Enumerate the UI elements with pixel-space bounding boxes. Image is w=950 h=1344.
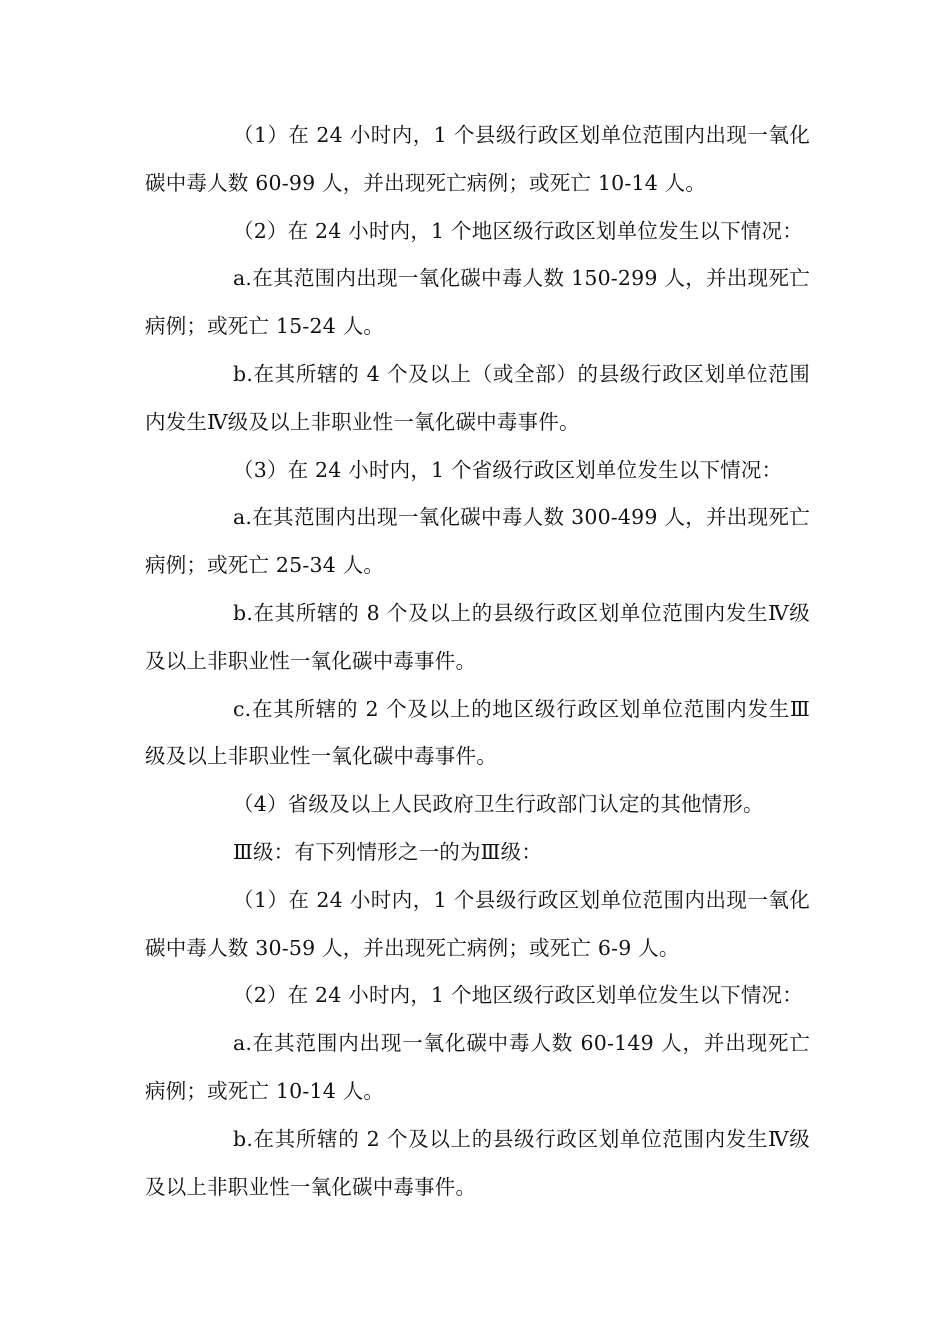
paragraph-prefecture-level-heading: （2）在 24 小时内，1 个地区级行政区划单位发生以下情况：	[233, 218, 803, 243]
paragraph-province-b: b.在其所辖的 8 个及以上的县级行政区划单位范围内发生Ⅳ级及以上非职业性一氧化碳中毒事件。	[145, 600, 810, 673]
paragraph-level-iii-prefecture-heading: （2）在 24 小时内，1 个地区级行政区划单位发生以下情况：	[233, 983, 803, 1008]
paragraph-county-level-criteria: （1）在 24 小时内，1 个县级行政区划单位范围内出现一氧化碳中毒人数 60-99 人，并出现死亡病例；或死亡 10-14 人。	[145, 123, 810, 195]
paragraph-prefecture-b: b.在其所辖的 4 个及以上（或全部）的县级行政区划单位范围内发生Ⅳ级及以上非职业性一氧化碳中毒事件。	[145, 361, 810, 434]
paragraph-province-level-heading: （3）在 24 小时内，1 个省级行政区划单位发生以下情况：	[233, 457, 783, 482]
paragraph-other-situations: （4）省级及以上人民政府卫生行政部门认定的其他情形。	[233, 792, 764, 817]
paragraph-level-iii-county: （1）在 24 小时内，1 个县级行政区划单位范围内出现一氧化碳中毒人数 30-59 人，并出现死亡病例；或死亡 6-9 人。	[145, 887, 810, 960]
paragraph-level-iii-heading: Ⅲ级：有下列情形之一的为Ⅲ级：	[233, 839, 543, 864]
paragraph-province-c: c.在其所辖的 2 个及以上的地区级行政区划单位范围内发生Ⅲ级及以上非职业性一氧化碳中毒事件。	[145, 696, 810, 769]
paragraph-prefecture-a: a.在其范围内出现一氧化碳中毒人数 150-299 人，并出现死亡病例；或死亡 15-24 人。	[145, 266, 810, 339]
paragraph-level-iii-prefecture-a: a.在其范围内出现一氧化碳中毒人数 60-149 人，并出现死亡病例；或死亡 10-14 人。	[145, 1031, 810, 1103]
document-body	[145, 112, 810, 1211]
paragraph-province-a: a.在其范围内出现一氧化碳中毒人数 300-499 人，并出现死亡病例；或死亡 25-34 人。	[145, 505, 810, 578]
paragraph-level-iii-prefecture-b: b.在其所辖的 2 个及以上的县级行政区划单位范围内发生Ⅳ级及以上非职业性一氧化碳中毒事件。	[145, 1126, 810, 1199]
